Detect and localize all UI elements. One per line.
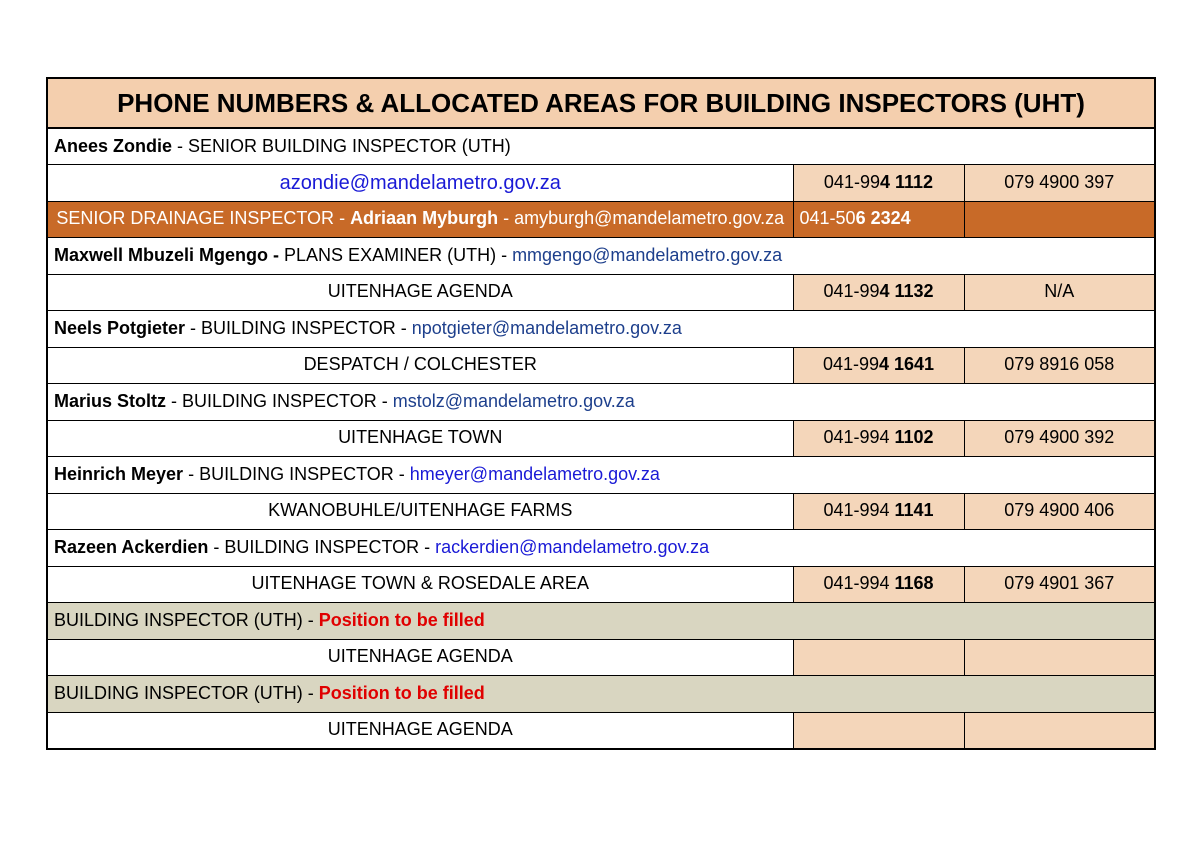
phone-extension: 4 1641 xyxy=(879,354,935,375)
email-link[interactable]: rackerdien@mandelametro.gov.za xyxy=(435,536,710,557)
separator: - xyxy=(393,463,410,484)
inspector-header-row xyxy=(47,238,1155,275)
email-link[interactable]: mstolz@mandelametro.gov.za xyxy=(392,390,635,411)
drainage-cell xyxy=(47,201,793,238)
phone-prefix: 041-99 xyxy=(822,354,879,375)
separator: - xyxy=(496,244,513,265)
office-phone xyxy=(793,566,964,603)
email-link[interactable]: mmgengo@mandelametro.gov.za xyxy=(512,244,783,265)
area-cell: UITENHAGE AGENDA xyxy=(47,274,793,311)
office-phone xyxy=(793,639,964,676)
phone-extension: 1141 xyxy=(894,500,934,521)
vacancy-header-cell xyxy=(47,676,1155,713)
phone-prefix: 041-99 xyxy=(823,281,880,302)
email-link[interactable]: azondie@mandelametro.gov.za xyxy=(279,171,561,194)
inspector-header-row xyxy=(47,384,1155,421)
inspector-name: Neels Potgieter xyxy=(54,317,186,338)
cell-phone: 079 4901 367 xyxy=(964,566,1155,603)
vacancy-detail-row xyxy=(47,639,1155,676)
vacancy-header-cell xyxy=(47,603,1155,640)
inspector-name: Marius Stoltz xyxy=(54,390,167,411)
inspector-detail-row xyxy=(47,274,1155,311)
vacancy-status: Position to be filled xyxy=(318,682,485,703)
inspector-name: Maxwell Mbuzeli Mgengo - xyxy=(54,244,280,265)
inspector-header-cell: Neels Potgieter - BUILDING INSPECTOR - npotgieter@mandelametro.gov.za xyxy=(47,311,1155,348)
inspector-header-row xyxy=(47,128,1155,165)
cell-phone xyxy=(964,712,1155,749)
separator: - xyxy=(498,208,515,229)
vacancy-header-row xyxy=(47,603,1155,640)
cell-phone: 079 4900 392 xyxy=(964,420,1155,457)
inspector-role: BUILDING INSPECTOR xyxy=(201,317,396,338)
separator: - xyxy=(395,317,412,338)
cell-phone: 079 4900 406 xyxy=(964,493,1155,530)
inspector-role: BUILDING INSPECTOR xyxy=(182,390,377,411)
inspector-header-row xyxy=(47,311,1155,348)
phone-extension: 1168 xyxy=(894,573,934,594)
separator: - xyxy=(172,135,189,156)
cell-phone: 079 8916 058 xyxy=(964,347,1155,384)
vacancy-role: BUILDING INSPECTOR (UTH) - xyxy=(54,609,314,630)
separator: - xyxy=(419,536,436,557)
drainage-name: Adriaan Myburgh xyxy=(350,208,499,229)
inspector-header-cell xyxy=(47,238,1155,275)
vacancy-detail-row xyxy=(47,712,1155,749)
drainage-role: SENIOR DRAINAGE INSPECTOR xyxy=(56,208,335,229)
cell-phone: 079 4900 397 xyxy=(964,165,1155,202)
office-phone xyxy=(793,201,964,238)
office-phone xyxy=(793,347,964,384)
inspector-header-cell xyxy=(47,128,1155,165)
inspector-role: BUILDING INSPECTOR xyxy=(199,463,394,484)
cell-phone xyxy=(964,639,1155,676)
inspector-name: Razeen Ackerdien xyxy=(54,536,209,557)
drainage-email[interactable]: amyburgh@mandelametro.gov.za xyxy=(514,208,785,229)
phone-prefix: 041-994 xyxy=(823,427,895,448)
separator: - xyxy=(376,390,393,411)
inspector-detail-row xyxy=(47,420,1155,457)
inspector-name: Heinrich Meyer xyxy=(54,463,184,484)
phone-extension: 4 1132 xyxy=(879,281,934,302)
inspector-detail-row xyxy=(47,566,1155,603)
area-cell: UITENHAGE AGENDA xyxy=(47,712,793,749)
vacancy-status: Position to be filled xyxy=(318,609,485,630)
inspector-header-cell: Razeen Ackerdien - BUILDING INSPECTOR - rackerdien@mandelametro.gov.za xyxy=(47,530,1155,567)
area-cell: UITENHAGE TOWN xyxy=(47,420,793,457)
email-cell xyxy=(47,165,793,202)
phone-prefix: 041-994 xyxy=(823,500,895,521)
phone-prefix: 041-99 xyxy=(823,171,880,192)
title-row xyxy=(47,78,1155,128)
office-phone xyxy=(793,274,964,311)
phone-extension: 6 2324 xyxy=(855,208,911,229)
inspector-header-cell: Heinrich Meyer - BUILDING INSPECTOR - hmeyer@mandelametro.gov.za xyxy=(47,457,1155,494)
office-phone xyxy=(793,712,964,749)
inspector-header-row xyxy=(47,457,1155,494)
inspector-header-row xyxy=(47,530,1155,567)
area-cell: DESPATCH / COLCHESTER xyxy=(47,347,793,384)
phone-prefix: 041-50 xyxy=(799,208,856,229)
inspector-role: SENIOR BUILDING INSPECTOR (UTH) xyxy=(188,135,511,156)
inspectors-table xyxy=(46,77,1156,750)
email-link[interactable]: hmeyer@mandelametro.gov.za xyxy=(409,463,660,484)
phone-prefix: 041-994 xyxy=(823,573,895,594)
inspector-detail-row xyxy=(47,165,1155,202)
cell-phone xyxy=(964,201,1155,238)
inspector-role: BUILDING INSPECTOR xyxy=(224,536,420,557)
office-phone xyxy=(793,420,964,457)
inspector-role: PLANS EXAMINER (UTH) xyxy=(284,244,497,265)
vacancy-header-row xyxy=(47,676,1155,713)
inspector-detail-row xyxy=(47,493,1155,530)
vacancy-role: BUILDING INSPECTOR (UTH) - xyxy=(54,682,314,703)
phone-extension: 1102 xyxy=(894,427,934,448)
cell-phone: N/A xyxy=(964,274,1155,311)
table-title: PHONE NUMBERS & ALLOCATED AREAS FOR BUILDING INSPECTORS (UHT) xyxy=(47,78,1155,128)
area-cell: UITENHAGE AGENDA xyxy=(47,639,793,676)
area-cell: KWANOBUHLE/UITENHAGE FARMS xyxy=(47,493,793,530)
area-cell: UITENHAGE TOWN & ROSEDALE AREA xyxy=(47,566,793,603)
phone-extension: 4 1112 xyxy=(879,171,934,192)
office-phone xyxy=(793,165,964,202)
inspector-header-cell: Marius Stoltz - BUILDING INSPECTOR - mstolz@mandelametro.gov.za xyxy=(47,384,1155,421)
email-link[interactable]: npotgieter@mandelametro.gov.za xyxy=(411,317,682,338)
inspector-name: Anees Zondie xyxy=(54,135,173,156)
separator: - xyxy=(334,208,351,229)
drainage-row xyxy=(47,201,1155,238)
office-phone xyxy=(793,493,964,530)
inspector-detail-row xyxy=(47,347,1155,384)
